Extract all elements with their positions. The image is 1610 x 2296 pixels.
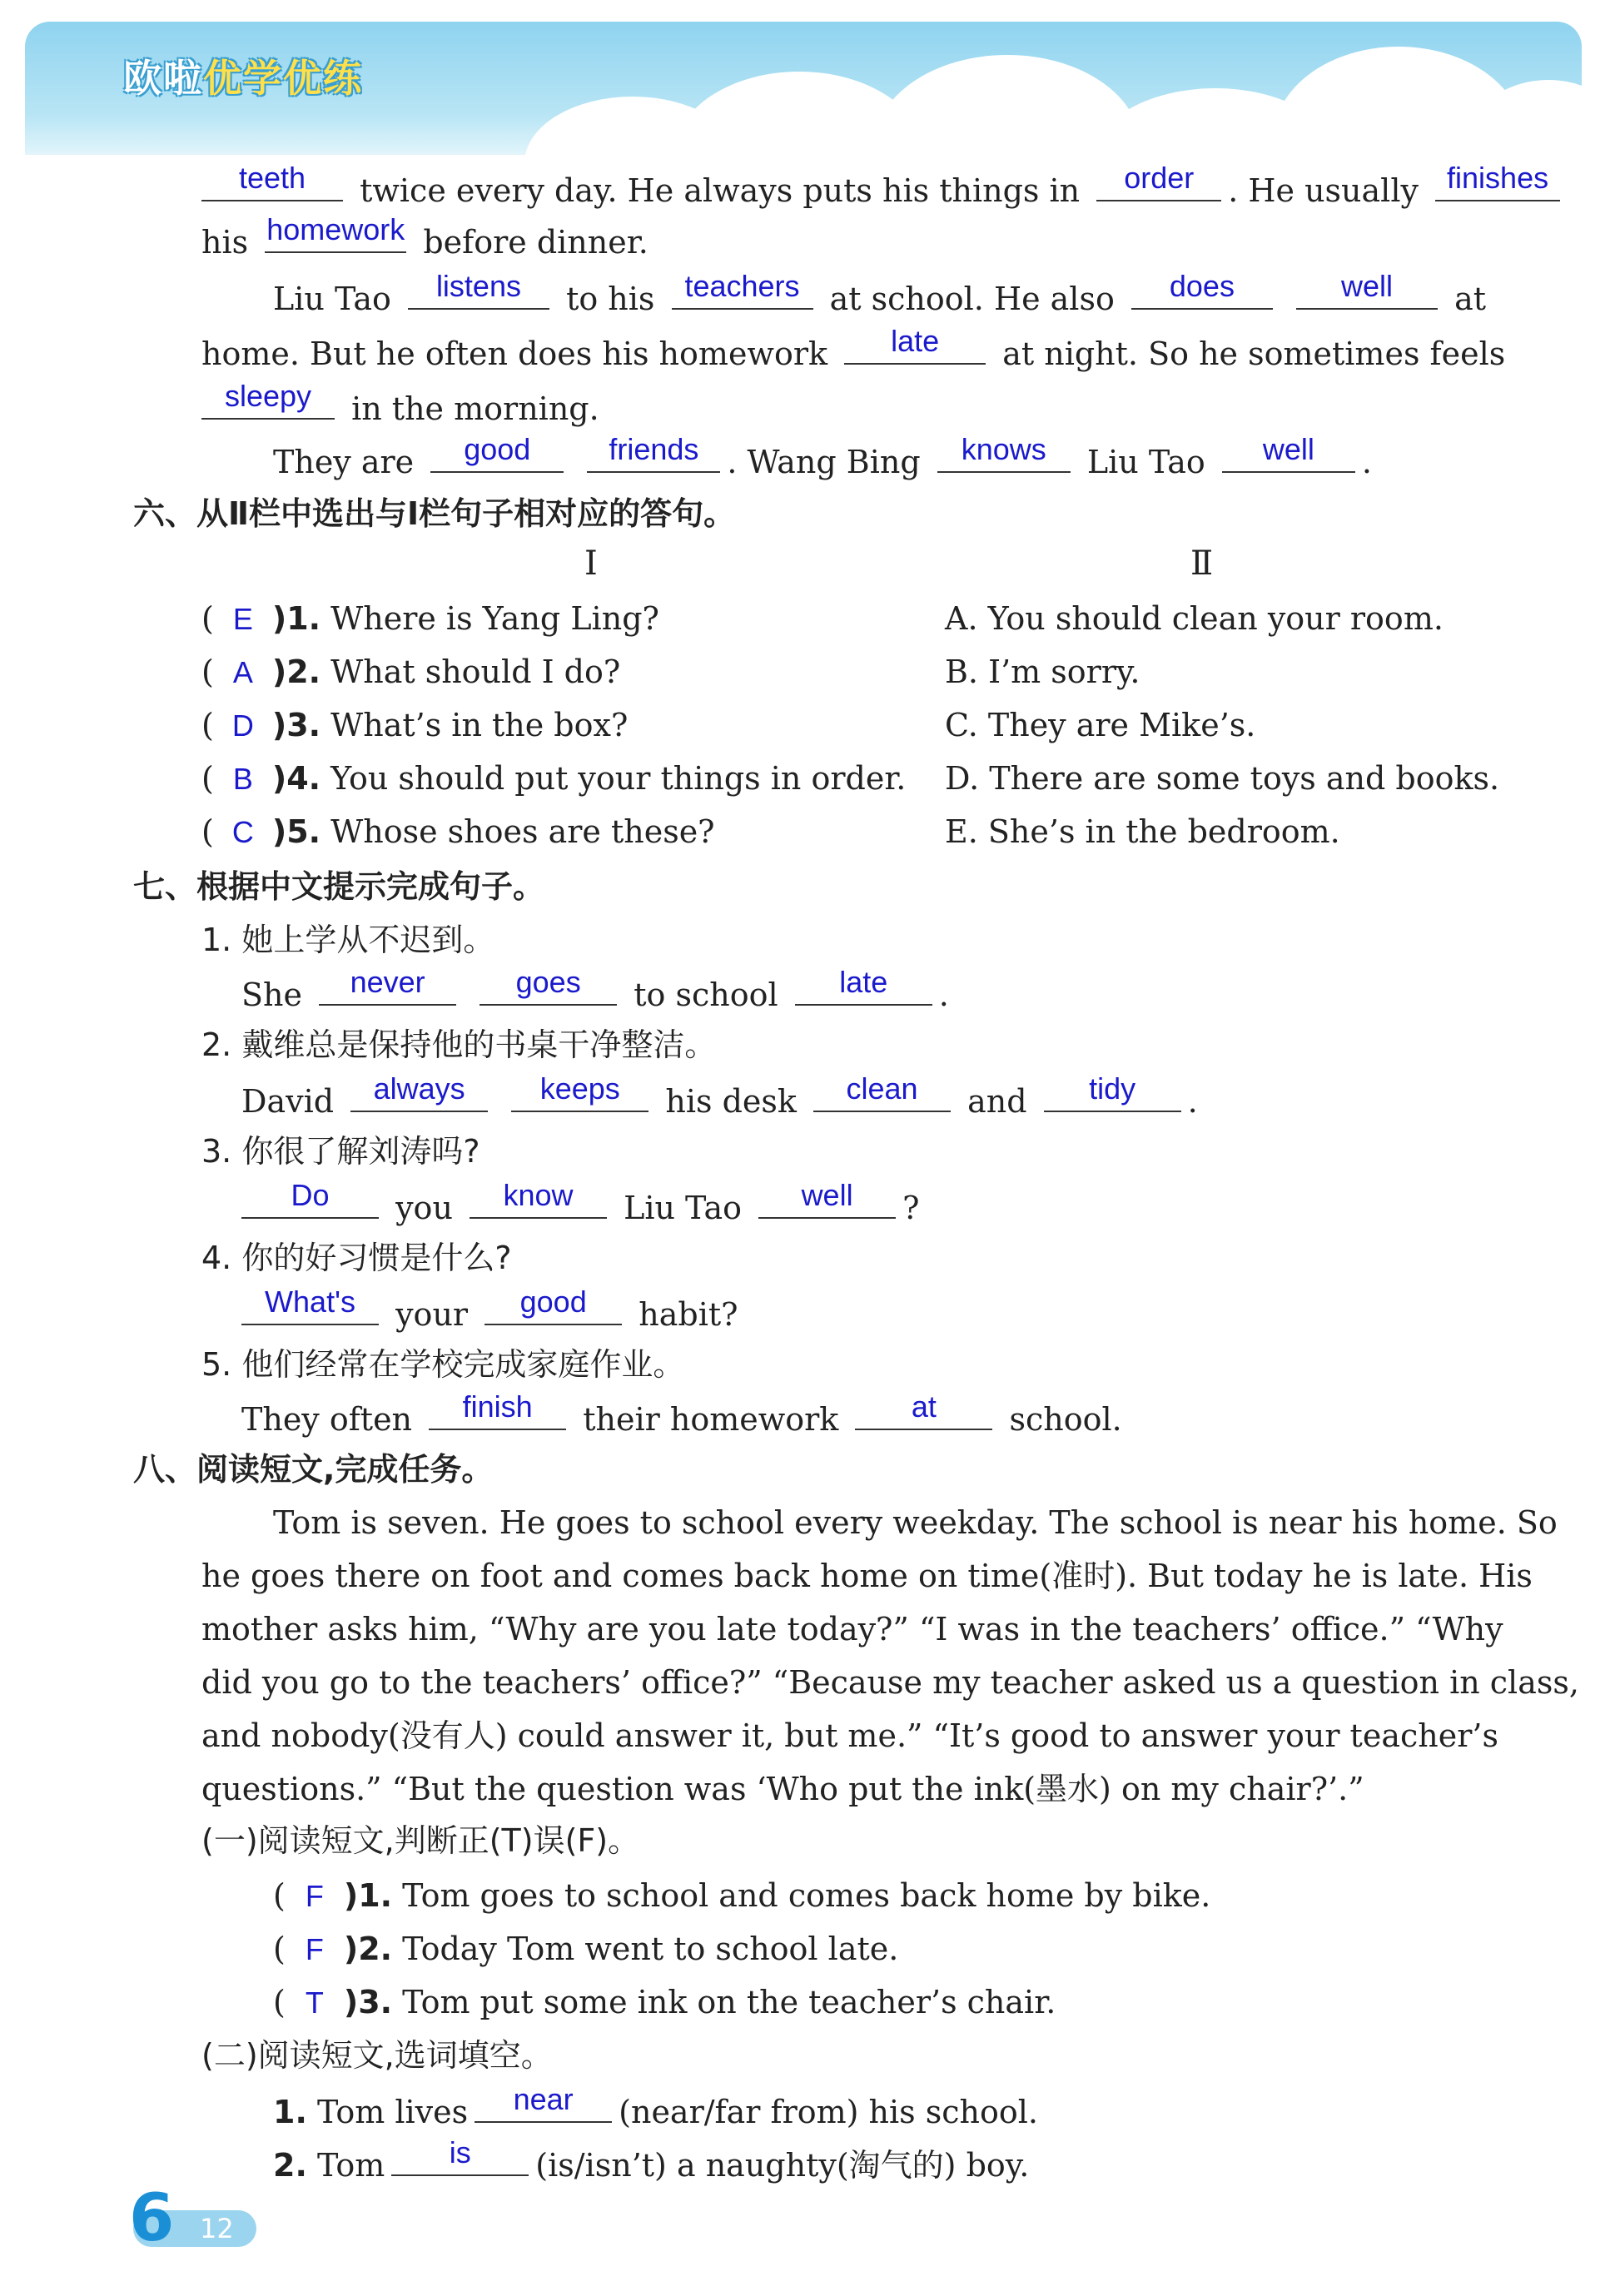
answer-bracket[interactable]: D — [231, 708, 254, 743]
handwritten-answer: never — [350, 965, 425, 999]
answer-bracket[interactable]: F — [305, 1932, 324, 1966]
text-segment: 4. 你的好习惯是什么? — [201, 1240, 512, 1276]
text-segment: David — [241, 1083, 335, 1120]
text-segment: (near/far from) his school. — [619, 2094, 1039, 2130]
answer-blank[interactable] — [1222, 432, 1355, 473]
true-false-item: ( F )2. Today Tom went to school late. — [273, 1928, 898, 1970]
text-segment: school. — [1009, 1401, 1122, 1438]
handwritten-answer: is — [449, 2135, 471, 2169]
question-sentence — [241, 1071, 1198, 1122]
answer-blank[interactable] — [1435, 161, 1560, 201]
section-7-title: 七、根据中文提示完成句子。 — [133, 868, 545, 905]
part-1-title: (一)阅读短文,判断正(T)误(F)。 — [201, 1822, 640, 1859]
text-segment: your — [395, 1296, 469, 1333]
match-option: B. I’m sorry. — [945, 654, 1140, 690]
question-sentence — [241, 1178, 920, 1229]
answer-blank[interactable] — [587, 432, 720, 473]
handwritten-answer: What's — [265, 1285, 355, 1319]
answer-blank[interactable] — [511, 1071, 648, 1112]
handwritten-answer: sleepy — [224, 379, 312, 413]
answer-blank[interactable] — [758, 1178, 896, 1219]
text-segment: before dinner. — [423, 224, 648, 261]
handwritten-answer: goes — [515, 965, 581, 999]
text-segment: . — [1361, 444, 1372, 480]
question-chinese — [201, 919, 494, 961]
brand-logo — [123, 48, 363, 103]
handwritten-answer: good — [519, 1285, 587, 1319]
text-segment: to school — [634, 977, 778, 1013]
match-question-row: ( E )1. Where is Yang Ling? — [201, 598, 659, 640]
text-segment: (is/isn’t) a naughty(淘气的) boy. — [535, 2147, 1030, 2184]
text-segment: 3. 你很了解刘涛吗? — [201, 1133, 480, 1170]
true-false-item: ( T )3. Tom put some ink on the teacher’s chair. — [273, 1981, 1056, 2024]
answer-blank[interactable] — [937, 432, 1071, 473]
section-8-title: 八、阅读短文,完成任务。 — [133, 1451, 494, 1488]
answer-blank[interactable] — [319, 965, 456, 1006]
answer-blank[interactable] — [1131, 269, 1273, 310]
section-6-title: 六、从Ⅱ栏中选出与Ⅰ栏句子相对应的答句。 — [133, 495, 736, 532]
text-segment: )4. — [271, 760, 321, 797]
passage-line — [273, 432, 1372, 483]
match-question-row: ( C )5. Whose shoes are these? — [201, 811, 715, 853]
question-chinese — [201, 1024, 716, 1066]
text-segment: their homework — [583, 1401, 839, 1438]
question-chinese — [201, 1237, 512, 1279]
text-segment: They often — [241, 1401, 413, 1438]
handwritten-answer: teeth — [238, 161, 306, 195]
text-segment: at school. He also — [829, 281, 1115, 317]
fill-in-item — [273, 2135, 1030, 2186]
true-false-item: ( F )1. Tom goes to school and comes back home by bike. — [273, 1875, 1210, 1917]
text-segment: Tom lives — [316, 2094, 469, 2130]
answer-blank[interactable] — [350, 1071, 488, 1112]
passage-line — [273, 269, 1487, 320]
handwritten-answer: finish — [462, 1389, 533, 1424]
text-segment: in the morning. — [351, 390, 599, 427]
handwritten-answer: tidy — [1089, 1071, 1136, 1106]
text-segment: Whose shoes are these? — [330, 813, 715, 850]
page-number: 12 — [200, 2213, 234, 2244]
text-segment: )3. — [271, 707, 321, 743]
reading-passage-line: Tom is seven. He goes to school every weekday. The school is near his home. So — [273, 1504, 1558, 1541]
answer-bracket[interactable]: C — [231, 815, 254, 849]
answer-blank[interactable] — [1296, 269, 1438, 310]
text-segment: What should I do? — [330, 654, 621, 690]
match-question-row: ( B )4. You should put your things in order. — [201, 758, 906, 800]
reading-passage-line: did you go to the teachers’ office?” “Because my teacher asked us a question in class, — [201, 1664, 1579, 1701]
text-segment: . — [1187, 1083, 1198, 1120]
text-segment: 1. 她上学从不迟到。 — [201, 922, 495, 958]
question-chinese — [201, 1344, 684, 1385]
answer-bracket[interactable]: T — [305, 1985, 324, 2020]
text-segment: )3. — [343, 1984, 393, 2020]
handwritten-answer: clean — [846, 1071, 918, 1106]
handwritten-answer: listens — [435, 269, 521, 303]
text-segment: )2. — [271, 654, 321, 690]
answer-bracket[interactable]: A — [232, 655, 253, 689]
reading-passage-line: mother asks him, “Why are you late today?” “I was in the teachers’ office.” “Why — [201, 1611, 1503, 1647]
handwritten-answer: near — [513, 2082, 574, 2116]
text-segment: She — [241, 977, 302, 1013]
handwritten-answer: keeps — [539, 1071, 620, 1106]
text-segment: Today Tom went to school late. — [402, 1931, 899, 1967]
question-sentence — [241, 965, 949, 1016]
text-segment: Tom goes to school and comes back home by bike. — [402, 1877, 1211, 1914]
answer-blank[interactable] — [844, 324, 986, 365]
handwritten-answer: order — [1124, 161, 1195, 195]
match-option: D. There are some toys and books. — [945, 760, 1500, 797]
text-segment: 2. 戴维总是保持他的书桌干净整洁。 — [201, 1026, 717, 1063]
answer-blank[interactable] — [201, 161, 343, 201]
answer-blank[interactable] — [1044, 1071, 1181, 1112]
part-2-title: (二)阅读短文,选词填空。 — [201, 2037, 553, 2074]
text-segment: . Wang Bing — [727, 444, 921, 480]
handwritten-answer: does — [1169, 269, 1235, 303]
match-question-row: ( D )3. What’s in the box? — [201, 704, 628, 747]
answer-bracket[interactable]: B — [232, 762, 253, 796]
handwritten-answer: good — [464, 432, 531, 466]
answer-blank[interactable] — [408, 269, 549, 310]
handwritten-answer: finishes — [1447, 161, 1549, 195]
handwritten-answer: always — [373, 1071, 465, 1106]
answer-blank[interactable] — [430, 432, 564, 473]
handwritten-answer: know — [503, 1178, 574, 1212]
column-1-heading: Ⅰ — [584, 544, 598, 583]
text-segment: and — [967, 1083, 1027, 1120]
text-segment: 2. — [273, 2147, 307, 2184]
answer-blank[interactable] — [429, 1389, 566, 1430]
fill-in-item — [273, 2082, 1039, 2133]
handwritten-answer: well — [1341, 269, 1394, 303]
brand-text: 欧啦 — [123, 56, 203, 101]
handwritten-answer: knows — [961, 432, 1046, 466]
text-segment: What’s in the box? — [330, 707, 629, 743]
text-segment: Liu Tao — [273, 281, 391, 317]
answer-blank[interactable] — [241, 1178, 379, 1219]
text-segment: his — [201, 224, 249, 261]
brand-text: 优学优练 — [203, 56, 363, 101]
answer-blank[interactable] — [1096, 161, 1221, 201]
match-question-row: ( A )2. What should I do? — [201, 651, 620, 693]
answer-blank[interactable] — [484, 1285, 622, 1325]
answer-bracket[interactable]: E — [232, 602, 253, 636]
passage-line — [201, 324, 1506, 375]
text-segment: you — [395, 1190, 453, 1226]
answer-blank[interactable] — [672, 269, 813, 310]
text-segment: 1. — [273, 2094, 307, 2130]
passage-line — [201, 212, 648, 263]
answer-blank[interactable] — [391, 2135, 529, 2176]
text-segment: Tom put some ink on the teacher’s chair. — [402, 1984, 1056, 2020]
text-segment: . He usually — [1228, 172, 1419, 209]
answer-blank[interactable] — [480, 965, 617, 1006]
handwritten-answer: friends — [609, 432, 699, 466]
answer-blank[interactable] — [813, 1071, 951, 1112]
passage-line — [201, 379, 599, 430]
text-segment: . — [938, 977, 949, 1013]
question-sentence — [241, 1389, 1122, 1440]
text-segment: You should put your things in order. — [330, 760, 907, 797]
answer-blank[interactable] — [855, 1389, 992, 1430]
match-option: C. They are Mike’s. — [945, 707, 1256, 743]
text-segment: habit? — [639, 1296, 738, 1333]
text-segment: Tom — [316, 2147, 385, 2184]
match-option: A. You should clean your room. — [945, 600, 1444, 637]
passage-line — [201, 161, 1567, 211]
handwritten-answer: well — [1262, 432, 1314, 466]
text-segment: They are — [273, 444, 415, 480]
page-mark-icon: 6 — [129, 2181, 175, 2256]
question-sentence — [241, 1285, 738, 1335]
text-segment: )2. — [343, 1931, 393, 1967]
reading-passage-line: and nobody(没有人) could answer it, but me.” “It’s good to answer your teacher’s — [201, 1717, 1498, 1754]
text-segment: twice every day. He always puts his things in — [360, 172, 1081, 209]
text-segment: )1. — [343, 1877, 393, 1914]
answer-blank[interactable] — [241, 1285, 379, 1325]
answer-blank[interactable] — [201, 379, 335, 420]
handwritten-answer: late — [891, 324, 940, 358]
question-chinese — [201, 1131, 480, 1172]
text-segment: at night. So he sometimes feels — [1002, 335, 1506, 372]
answer-bracket[interactable]: F — [305, 1879, 324, 1913]
answer-blank[interactable] — [795, 965, 932, 1006]
text-segment: Liu Tao — [624, 1190, 742, 1226]
text-segment: Where is Yang Ling? — [330, 600, 659, 637]
text-segment: ? — [902, 1190, 920, 1226]
handwritten-answer: well — [801, 1178, 853, 1212]
reading-passage-line: he goes there on foot and comes back home on time(准时). But today he is late. His — [201, 1558, 1533, 1594]
handwritten-answer: late — [839, 965, 888, 999]
reading-passage-line: questions.” “But the question was ‘Who put the ink(墨水) on my chair?’.” — [201, 1771, 1364, 1807]
text-segment: Liu Tao — [1086, 444, 1205, 480]
text-segment: his desk — [665, 1083, 797, 1120]
answer-blank[interactable] — [475, 2082, 612, 2123]
text-segment: )5. — [271, 813, 321, 850]
answer-blank[interactable] — [470, 1178, 607, 1219]
text-segment: to his — [566, 281, 655, 317]
text-segment: 5. 他们经常在学校完成家庭作业。 — [201, 1346, 685, 1383]
match-option: E. She’s in the bedroom. — [945, 813, 1340, 850]
column-2-heading: Ⅱ — [1190, 544, 1214, 583]
text-segment: home. But he often does his homework — [201, 335, 828, 372]
handwritten-answer: homework — [266, 212, 405, 246]
text-segment: )1. — [271, 600, 321, 637]
handwritten-answer: teachers — [684, 269, 800, 303]
handwritten-answer: at — [911, 1389, 937, 1424]
text-segment: at — [1454, 281, 1487, 317]
handwritten-answer: Do — [291, 1178, 330, 1212]
answer-blank[interactable] — [265, 212, 406, 253]
